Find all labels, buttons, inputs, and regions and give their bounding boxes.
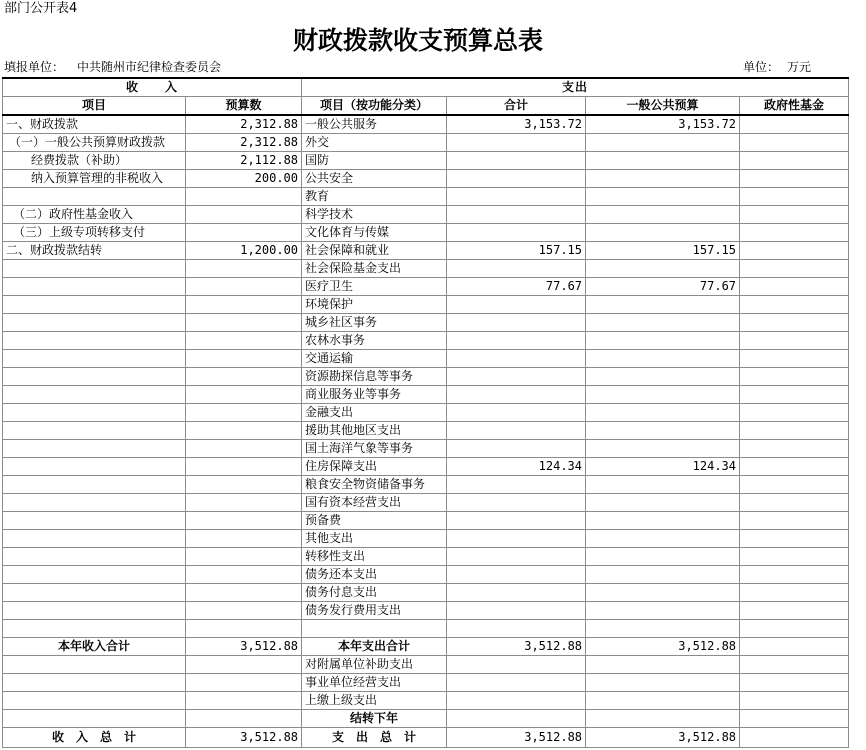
grand-total-row [3, 728, 849, 748]
header-row-top [3, 78, 849, 97]
expense-fund [740, 115, 849, 134]
income-value: 1,200.00 [186, 242, 302, 260]
table-row [3, 458, 849, 476]
income-value [186, 404, 302, 422]
expense-general: 124.34 [586, 458, 740, 476]
expense-item: 转移性支出 [302, 548, 447, 566]
expense-total: 124.34 [447, 458, 586, 476]
income-value [186, 440, 302, 458]
expense-general [586, 584, 740, 602]
fill-unit-label: 填报单位： [4, 60, 65, 74]
grand-income-total-value: 3,512.88 [186, 728, 302, 748]
expense-item: 社会保险基金支出 [302, 260, 447, 278]
income-item: 一、财政拨款 [3, 115, 186, 134]
table-row [3, 494, 849, 512]
expense-fund [740, 188, 849, 206]
expense-item: 金融支出 [302, 404, 447, 422]
expense-total: 77.67 [447, 278, 586, 296]
expense-fund [740, 278, 849, 296]
income-value [186, 188, 302, 206]
income-item [3, 584, 186, 602]
expense-fund [740, 602, 849, 620]
expense-total [447, 476, 586, 494]
income-item [3, 494, 186, 512]
table-row [3, 224, 849, 242]
income-value [186, 260, 302, 278]
income-item [3, 458, 186, 476]
income-value [186, 602, 302, 620]
carry-over-label: 结转下年 [302, 710, 447, 728]
income-value [186, 224, 302, 242]
year-expense-total-value: 3,512.88 [447, 638, 586, 656]
expense-total [447, 512, 586, 530]
expense-total [447, 134, 586, 152]
expense-item: 文化体育与传媒 [302, 224, 447, 242]
expense-total [447, 440, 586, 458]
expense-total [447, 260, 586, 278]
expense-item: 社会保障和就业 [302, 242, 447, 260]
expense-header: 支出 [302, 78, 849, 97]
income-header: 收 入 [3, 78, 302, 97]
table-row [3, 170, 849, 188]
table-row [3, 602, 849, 620]
table-row [3, 206, 849, 224]
expense-fund [740, 368, 849, 386]
expense-general [586, 566, 740, 584]
expense-fund [740, 548, 849, 566]
grand-income-total-label: 收 入 总 计 [3, 728, 186, 748]
expense-total [447, 602, 586, 620]
extra-expense-item: 事业单位经营支出 [302, 674, 447, 692]
expense-fund [740, 440, 849, 458]
expense-item: 债务付息支出 [302, 584, 447, 602]
expense-general [586, 530, 740, 548]
income-value [186, 206, 302, 224]
expense-fund [740, 530, 849, 548]
income-value [186, 584, 302, 602]
income-value [186, 458, 302, 476]
expense-total [447, 188, 586, 206]
extra-expense-item: 上缴上级支出 [302, 692, 447, 710]
expense-fund [740, 206, 849, 224]
expense-item: 交通运输 [302, 350, 447, 368]
expense-item: 资源勘探信息等事务 [302, 368, 447, 386]
expense-item: 援助其他地区支出 [302, 422, 447, 440]
income-item [3, 260, 186, 278]
income-budget-header: 预算数 [186, 97, 302, 116]
expense-fund [740, 170, 849, 188]
table-row [3, 115, 849, 134]
expense-item: 一般公共服务 [302, 115, 447, 134]
expense-fund-header: 政府性基金 [740, 97, 849, 116]
income-value [186, 368, 302, 386]
expense-fund [740, 422, 849, 440]
income-value [186, 512, 302, 530]
expense-item: 环境保护 [302, 296, 447, 314]
table-row [3, 242, 849, 260]
expense-total [447, 566, 586, 584]
income-item [3, 440, 186, 458]
expense-general: 157.15 [586, 242, 740, 260]
expense-total: 157.15 [447, 242, 586, 260]
expense-fund [740, 512, 849, 530]
year-income-total-value: 3,512.88 [186, 638, 302, 656]
expense-fund [740, 224, 849, 242]
income-value [186, 530, 302, 548]
expense-item: 商业服务业等事务 [302, 386, 447, 404]
expense-fund [740, 404, 849, 422]
income-item [3, 512, 186, 530]
expense-general [586, 260, 740, 278]
budget-table [2, 77, 849, 748]
expense-item: 国有资本经营支出 [302, 494, 447, 512]
income-item [3, 296, 186, 314]
income-value [186, 332, 302, 350]
expense-item: 预备费 [302, 512, 447, 530]
table-row [3, 530, 849, 548]
income-item [3, 530, 186, 548]
table-row [3, 584, 849, 602]
table-row [3, 512, 849, 530]
expense-fund [740, 566, 849, 584]
income-item [3, 278, 186, 296]
expense-general [586, 440, 740, 458]
expense-general [586, 332, 740, 350]
expense-total [447, 170, 586, 188]
table-row [3, 350, 849, 368]
income-value: 2,112.88 [186, 152, 302, 170]
year-total-row [3, 638, 849, 656]
extra-row [3, 656, 849, 674]
income-item [3, 404, 186, 422]
grand-expense-general-value: 3,512.88 [586, 728, 740, 748]
table-row [3, 440, 849, 458]
expense-general [586, 152, 740, 170]
table-row [3, 476, 849, 494]
blank-row [3, 620, 849, 638]
income-item: 经费拨款（补助） [3, 152, 186, 170]
table-row [3, 260, 849, 278]
income-value [186, 422, 302, 440]
fill-unit-value: 中共随州市纪律检查委员会 [77, 60, 222, 74]
page-title: 财政拨款收支预算总表 [292, 26, 543, 55]
extra-expense-item: 对附属单位补助支出 [302, 656, 447, 674]
expense-general [586, 134, 740, 152]
income-item [3, 422, 186, 440]
income-value: 200.00 [186, 170, 302, 188]
income-item [3, 350, 186, 368]
expense-general [586, 494, 740, 512]
header-row-columns [3, 97, 849, 116]
table-row [3, 152, 849, 170]
expense-item: 外交 [302, 134, 447, 152]
table-row [3, 278, 849, 296]
expense-total [447, 314, 586, 332]
expense-general [586, 314, 740, 332]
income-item [3, 548, 186, 566]
income-value [186, 494, 302, 512]
expense-general [586, 368, 740, 386]
expense-total [447, 152, 586, 170]
income-item [3, 368, 186, 386]
expense-item: 其他支出 [302, 530, 447, 548]
expense-total [447, 584, 586, 602]
expense-fund [740, 332, 849, 350]
expense-item: 债务发行费用支出 [302, 602, 447, 620]
table-row [3, 188, 849, 206]
expense-total [447, 404, 586, 422]
expense-general [586, 350, 740, 368]
income-item [3, 602, 186, 620]
income-value [186, 566, 302, 584]
table-row [3, 386, 849, 404]
expense-fund [740, 458, 849, 476]
expense-total [447, 422, 586, 440]
expense-fund [740, 386, 849, 404]
expense-item-header: 项目（按功能分类） [302, 97, 447, 116]
expense-general [586, 548, 740, 566]
report-code: 部门公开表4 [4, 1, 78, 16]
expense-general [586, 602, 740, 620]
income-item [3, 566, 186, 584]
expense-total [447, 368, 586, 386]
expense-general [586, 188, 740, 206]
expense-fund [740, 584, 849, 602]
table-row [3, 422, 849, 440]
income-value [186, 350, 302, 368]
income-item [3, 188, 186, 206]
table-row [3, 368, 849, 386]
income-value [186, 314, 302, 332]
expense-total [447, 494, 586, 512]
expense-item: 债务还本支出 [302, 566, 447, 584]
income-item [3, 314, 186, 332]
expense-general [586, 512, 740, 530]
carry-over-row [3, 710, 849, 728]
table-row [3, 314, 849, 332]
table-row [3, 296, 849, 314]
expense-total [447, 224, 586, 242]
expense-general [586, 386, 740, 404]
expense-total [447, 350, 586, 368]
income-item [3, 476, 186, 494]
income-value [186, 476, 302, 494]
income-value: 2,312.88 [186, 115, 302, 134]
expense-item: 城乡社区事务 [302, 314, 447, 332]
expense-item: 国防 [302, 152, 447, 170]
grand-expense-total-label: 支 出 总 计 [302, 728, 447, 748]
expense-item: 教育 [302, 188, 447, 206]
income-item: 纳入预算管理的非税收入 [3, 170, 186, 188]
expense-total [447, 548, 586, 566]
expense-general-header: 一般公共预算 [586, 97, 740, 116]
expense-total [447, 296, 586, 314]
expense-fund [740, 296, 849, 314]
income-item: 二、财政拨款结转 [3, 242, 186, 260]
income-item [3, 332, 186, 350]
expense-fund [740, 134, 849, 152]
year-income-total-label: 本年收入合计 [3, 638, 186, 656]
expense-total [447, 206, 586, 224]
table-row [3, 134, 849, 152]
expense-item: 国土海洋气象等事务 [302, 440, 447, 458]
expense-fund [740, 314, 849, 332]
income-value [186, 386, 302, 404]
grand-expense-total-value: 3,512.88 [447, 728, 586, 748]
income-value [186, 296, 302, 314]
money-unit-value: 万元 [787, 60, 812, 74]
expense-item: 住房保障支出 [302, 458, 447, 476]
expense-total [447, 530, 586, 548]
expense-fund [740, 494, 849, 512]
expense-total [447, 332, 586, 350]
expense-total [447, 386, 586, 404]
income-item: （一）一般公共预算财政拨款 [3, 134, 186, 152]
income-value [186, 548, 302, 566]
table-row [3, 548, 849, 566]
expense-item: 粮食安全物资储备事务 [302, 476, 447, 494]
unit-row [2, 59, 848, 76]
expense-total-header: 合计 [447, 97, 586, 116]
expense-item: 公共安全 [302, 170, 447, 188]
expense-general [586, 206, 740, 224]
expense-general [586, 422, 740, 440]
expense-general [586, 170, 740, 188]
expense-general [586, 404, 740, 422]
expense-item: 医疗卫生 [302, 278, 447, 296]
expense-fund [740, 152, 849, 170]
income-value [186, 278, 302, 296]
expense-fund [740, 350, 849, 368]
money-unit-label: 单位： [743, 60, 780, 74]
income-item-header: 项目 [3, 97, 186, 116]
expense-item: 科学技术 [302, 206, 447, 224]
expense-general: 3,153.72 [586, 115, 740, 134]
income-value: 2,312.88 [186, 134, 302, 152]
expense-fund [740, 260, 849, 278]
year-expense-general-value: 3,512.88 [586, 638, 740, 656]
income-item: （二）政府性基金收入 [3, 206, 186, 224]
expense-fund [740, 242, 849, 260]
income-item [3, 386, 186, 404]
expense-total: 3,153.72 [447, 115, 586, 134]
expense-general [586, 224, 740, 242]
extra-row [3, 692, 849, 710]
extra-row [3, 674, 849, 692]
table-row [3, 566, 849, 584]
expense-fund [740, 476, 849, 494]
expense-item: 农林水事务 [302, 332, 447, 350]
expense-general [586, 296, 740, 314]
expense-general: 77.67 [586, 278, 740, 296]
expense-general [586, 476, 740, 494]
year-expense-total-label: 本年支出合计 [302, 638, 447, 656]
income-item: （三）上级专项转移支付 [3, 224, 186, 242]
table-row [3, 404, 849, 422]
table-row [3, 332, 849, 350]
